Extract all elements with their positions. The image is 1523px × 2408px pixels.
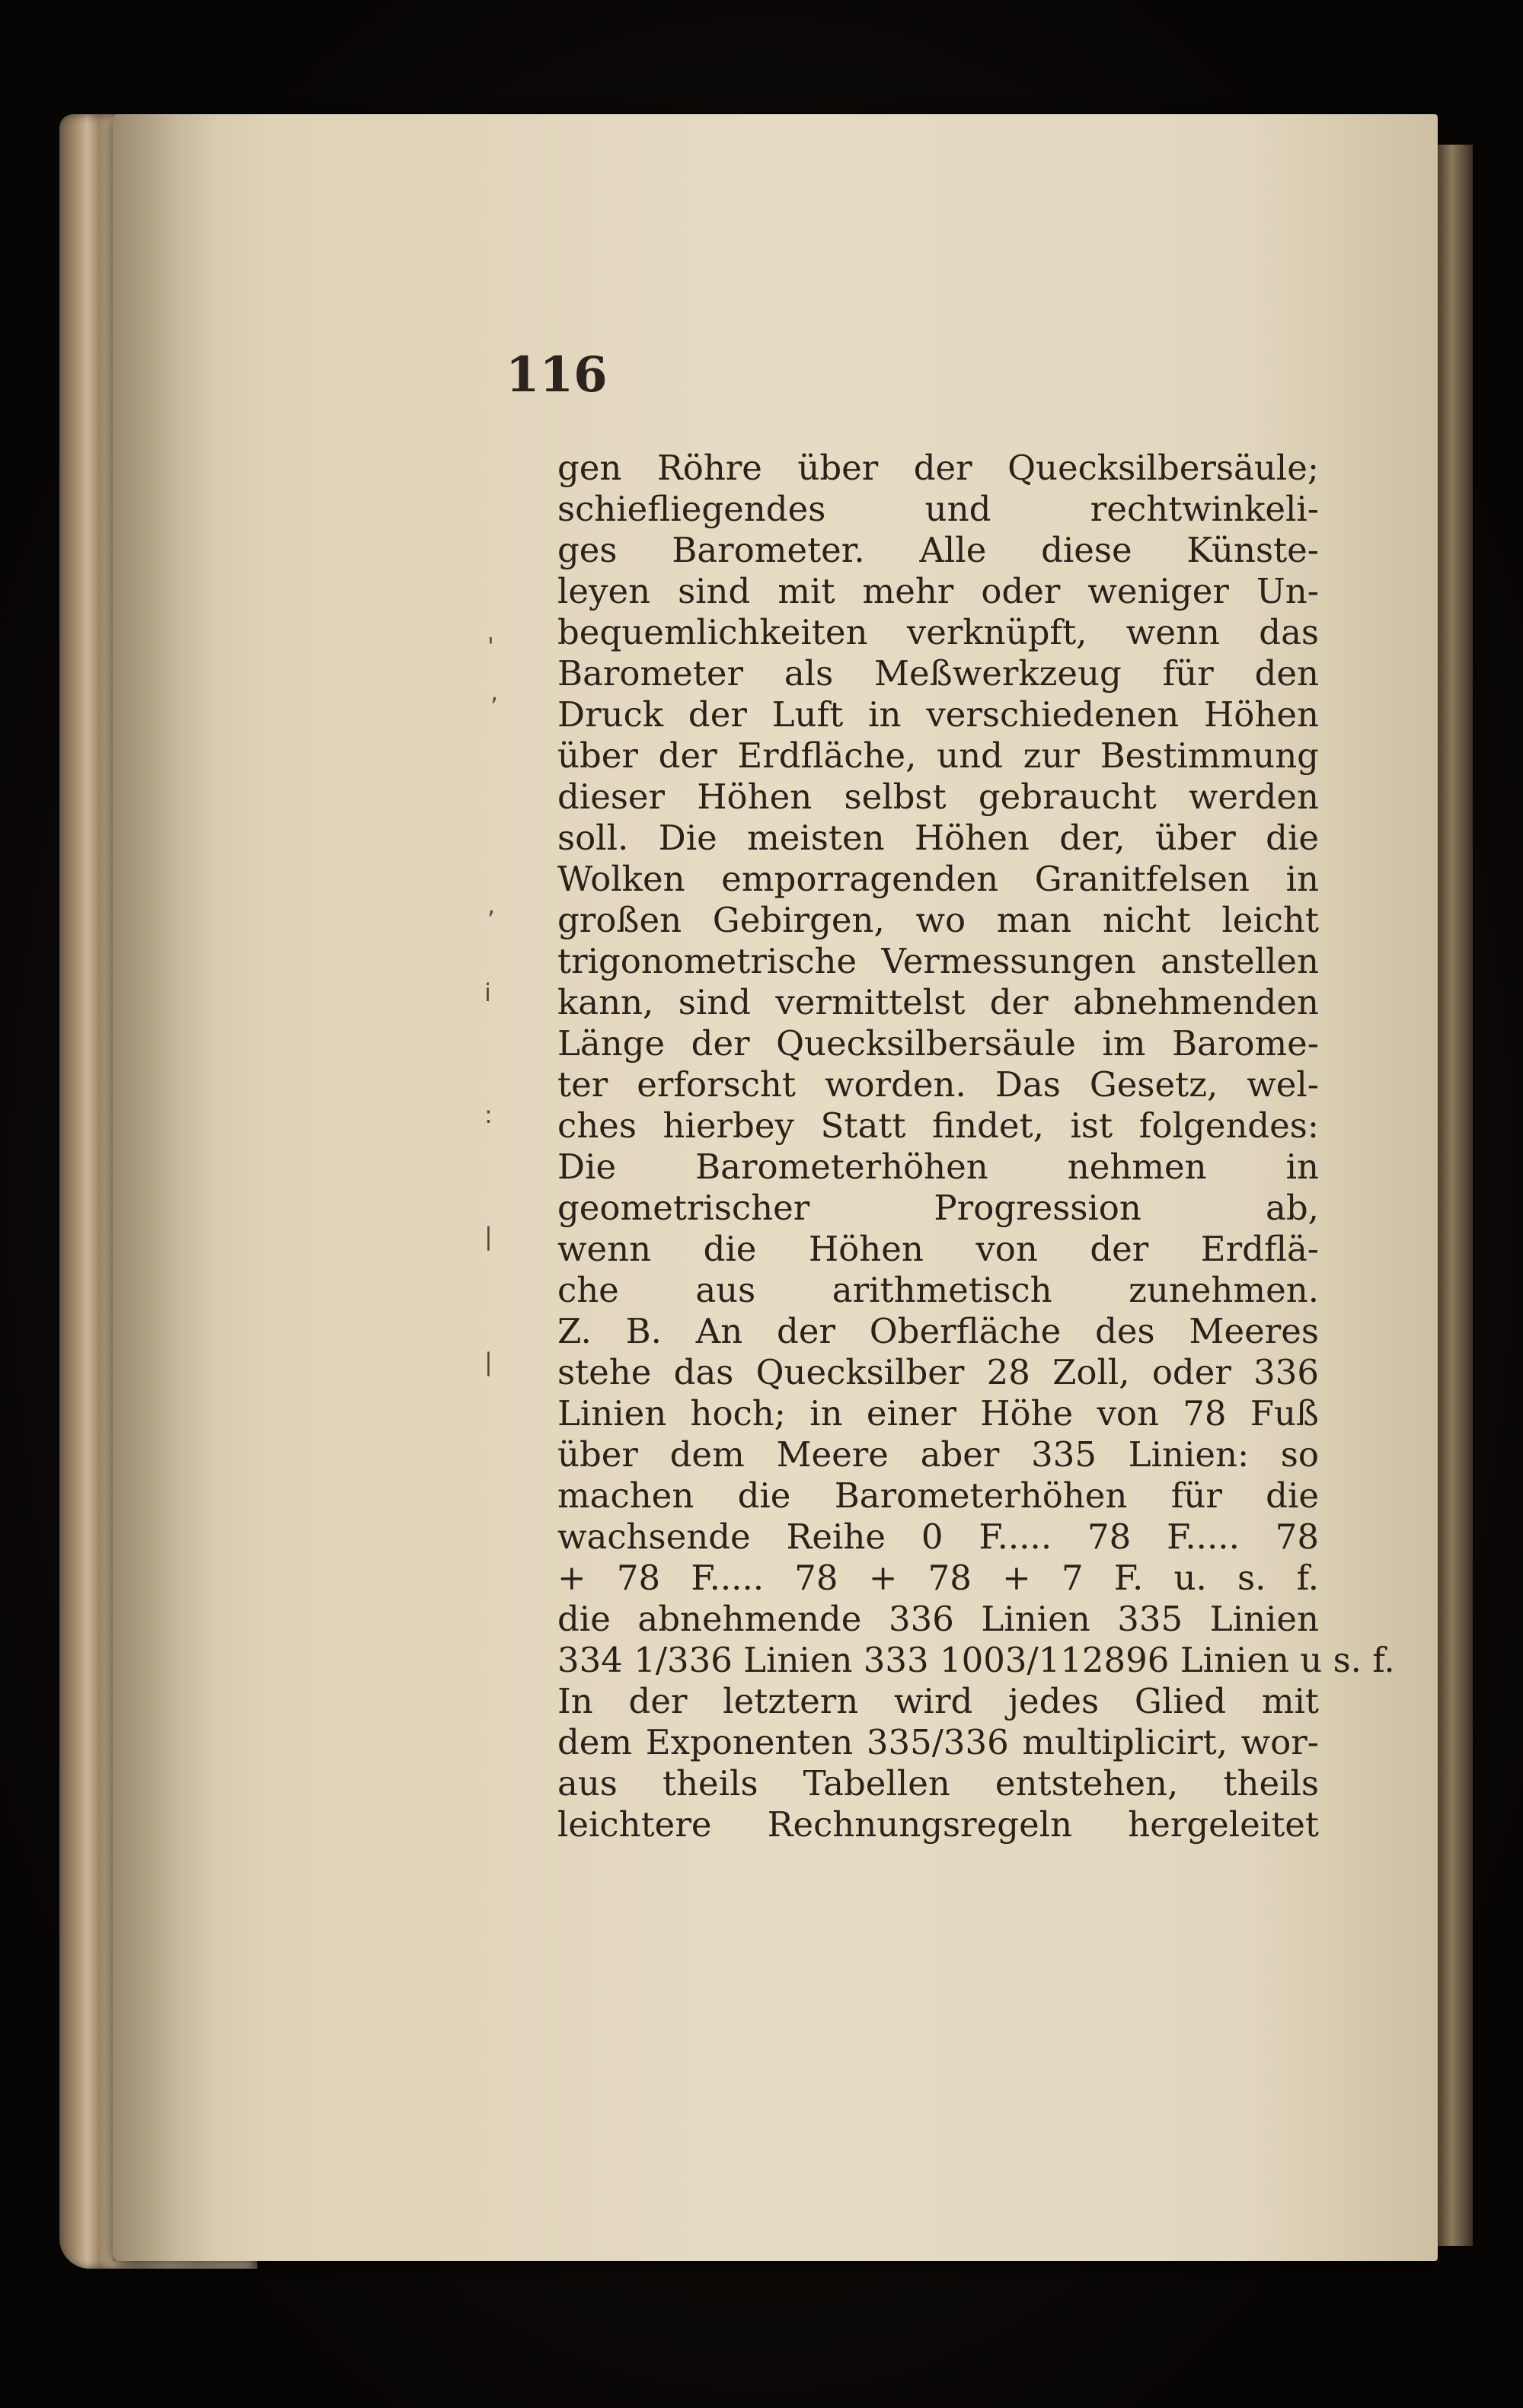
text-line: + 78 F..... 78 + 78 + 7 F. u. s. f. <box>557 1558 1319 1598</box>
text-line: trigonometrische Vermessungen anstellen <box>557 941 1319 981</box>
margin-mark: ' <box>487 632 494 661</box>
text-line: die abnehmende 336 Linien 335 Linien <box>557 1599 1319 1639</box>
text-line: über der Erdfläche, und zur Bestimmung <box>557 735 1319 776</box>
text-line: Wolken emporragenden Granitfelsen in <box>557 859 1319 899</box>
margin-mark: | <box>484 1348 493 1376</box>
text-line: dieser Höhen selbst gebraucht werden <box>557 777 1319 817</box>
text-line: wenn die Höhen von der Erdflä- <box>557 1229 1319 1269</box>
margin-mark: i <box>484 978 491 1007</box>
text-line: leyen sind mit mehr oder weniger Un- <box>557 571 1319 611</box>
body-text <box>557 448 1395 1845</box>
margin-mark: : <box>484 1100 493 1129</box>
text-line: In der letztern wird jedes Glied mit <box>557 1681 1319 1721</box>
text-line: leichtere Rechnungsregeln hergeleitet <box>557 1804 1319 1845</box>
text-line: ter erforscht worden. Das Gesetz, wel- <box>557 1064 1319 1105</box>
text-line: geometrischer Progression ab, <box>557 1188 1319 1228</box>
text-line: stehe das Quecksilber 28 Zoll, oder 336 <box>557 1352 1319 1392</box>
text-line: großen Gebirgen, wo man nicht leicht <box>557 900 1319 940</box>
text-line: kann, sind vermittelst der abnehmenden <box>557 982 1319 1022</box>
text-line: ges Barometer. Alle diese Künste- <box>557 530 1319 570</box>
text-line: Barometer als Meßwerkzeug für den <box>557 653 1319 694</box>
text-line: dem Exponenten 335/336 multiplicirt, wor- <box>557 1722 1319 1762</box>
text-line: Länge der Quecksilbersäule im Barome- <box>557 1023 1319 1064</box>
text-line: gen Röhre über der Quecksilbersäule; <box>557 448 1319 488</box>
page-number: 116 <box>506 346 608 403</box>
text-line: wachsende Reihe 0 F..... 78 F..... 78 <box>557 1517 1319 1557</box>
next-page-sliver <box>1438 145 1473 2246</box>
gutter-shadow <box>113 114 219 2261</box>
text-line: über dem Meere aber 335 Linien: so <box>557 1434 1319 1475</box>
text-line: Linien hoch; in einer Höhe von 78 Fuß <box>557 1393 1319 1434</box>
text-line: aus theils Tabellen entstehen, theils <box>557 1763 1319 1804</box>
text-line: machen die Barometerhöhen für die <box>557 1475 1319 1516</box>
text-line: Druck der Luft in verschiedenen Höhen <box>557 694 1319 735</box>
text-line: Die Barometerhöhen nehmen in <box>557 1147 1319 1187</box>
text-line: bequemlichkeiten verknüpft, wenn das <box>557 612 1319 652</box>
text-line: schiefliegendes und rechtwinkeli- <box>557 489 1319 529</box>
text-line: 334 1/336 Linien 333 1003/112896 Linien u s. f. <box>557 1640 1395 1680</box>
margin-mark: , <box>487 891 496 920</box>
margin-mark: , <box>490 678 499 706</box>
text-line: soll. Die meisten Höhen der, über die <box>557 818 1319 858</box>
margin-mark: | <box>484 1222 493 1251</box>
text-line: ches hierbey Statt findet, ist folgendes: <box>557 1105 1319 1146</box>
text-line: che aus arithmetisch zunehmen. <box>557 1270 1319 1310</box>
text-line: Z. B. An der Oberfläche des Meeres <box>557 1311 1319 1351</box>
